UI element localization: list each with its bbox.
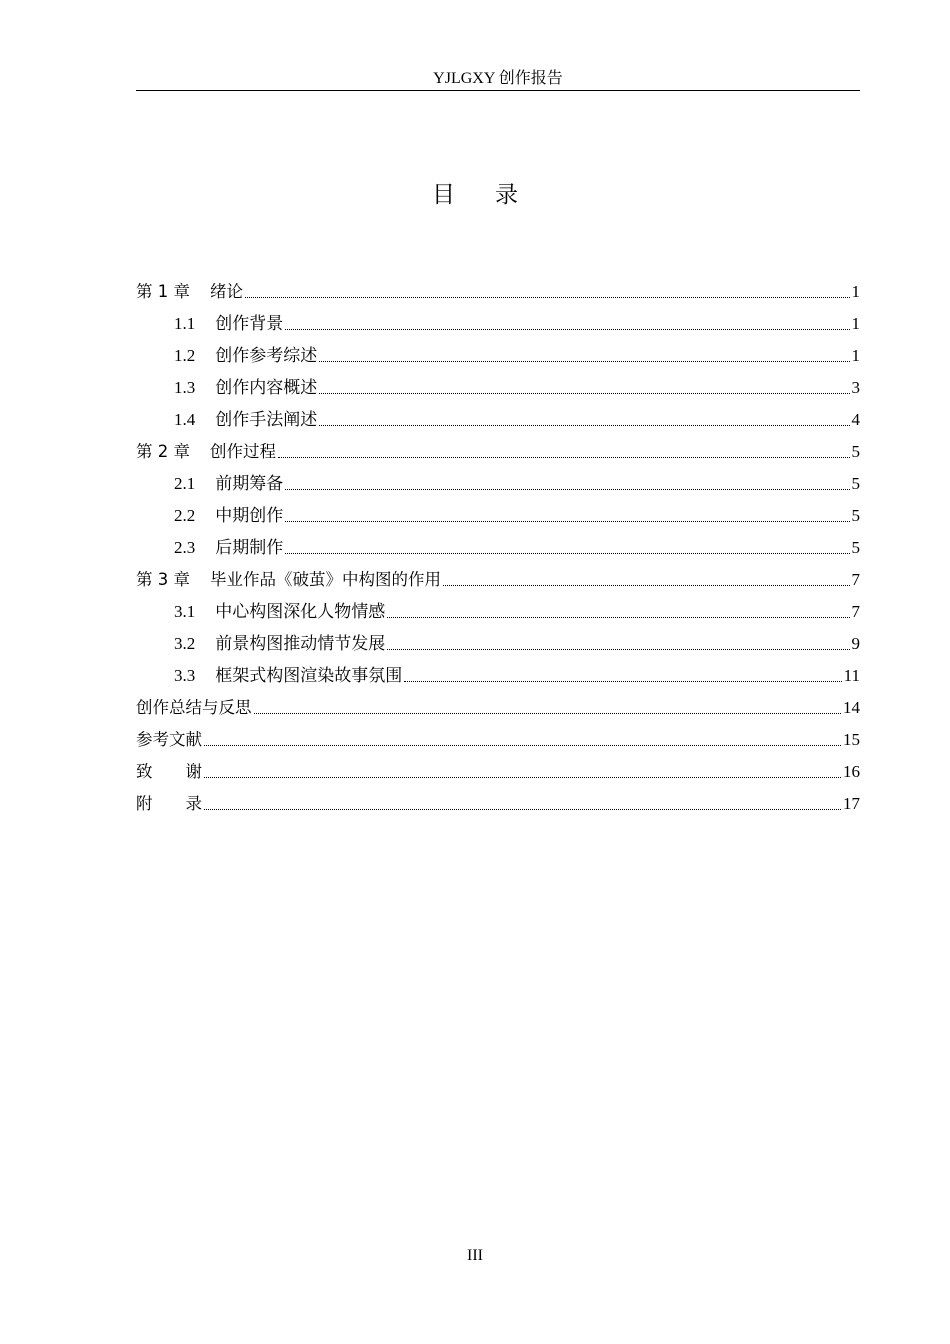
header-rule [136,90,860,91]
toc-entry-title: 创作手法阐述 [215,410,318,429]
toc-entry-title: 前期筹备 [215,474,284,493]
toc-entry-page: 9 [851,634,860,653]
toc-entry[interactable] [136,276,860,308]
toc-entry-page: 5 [851,538,860,557]
toc-entry-title: 创作总结与反思 [136,698,252,717]
toc-entry[interactable] [136,372,860,404]
toc-entry-title: 创作过程 [210,442,276,461]
toc-dot-leader [204,776,841,778]
toc-dot-leader [204,744,841,746]
toc-entry[interactable] [136,308,860,340]
toc-entry[interactable] [136,724,860,756]
toc-entry-title: 后期制作 [215,538,284,557]
toc-dot-leader [387,616,849,618]
toc-entry-page: 5 [851,442,860,461]
toc-entry-number: 3.1 [174,602,196,621]
toc-entry[interactable] [136,756,860,788]
table-of-contents [136,276,860,820]
toc-entry[interactable] [136,468,860,500]
toc-dot-leader [319,424,849,426]
toc-entry-title: 附 录 [136,794,202,813]
toc-entry[interactable] [136,532,860,564]
toc-dot-leader [404,680,841,682]
toc-entry-number: 第 1 章 [136,282,190,301]
toc-entry-page: 7 [851,602,860,621]
toc-entry-title: 中期创作 [215,506,284,525]
toc-entry-page: 3 [851,378,860,397]
toc-entry-title: 创作参考综述 [215,346,318,365]
toc-entry-title: 致 谢 [136,762,202,781]
toc-entry[interactable] [136,596,860,628]
toc-entry[interactable] [136,500,860,532]
toc-dot-leader [319,392,849,394]
toc-entry[interactable] [136,340,860,372]
toc-dot-leader [285,552,849,554]
toc-entry-number: 1.2 [174,346,196,365]
toc-entry[interactable] [136,660,860,692]
toc-entry-number: 3.2 [174,634,196,653]
toc-dot-leader [254,712,842,714]
toc-entry-page: 16 [843,762,860,781]
toc-dot-leader [285,520,849,522]
toc-entry-title: 创作内容概述 [215,378,318,397]
toc-entry[interactable] [136,788,860,820]
toc-entry-title: 创作背景 [215,314,284,333]
toc-dot-leader [245,296,850,298]
toc-entry-page: 1 [851,314,860,333]
page-number: III [467,1247,483,1264]
toc-dot-leader [387,648,849,650]
toc-entry-number: 2.1 [174,474,196,493]
toc-entry-page: 14 [843,698,860,717]
toc-entry-page: 1 [851,282,860,301]
toc-entry-number: 1.1 [174,314,196,333]
toc-entry-number: 2.3 [174,538,196,557]
toc-dot-leader [278,456,850,458]
toc-entry-number: 2.2 [174,506,196,525]
toc-entry-number: 3.3 [174,666,196,685]
toc-entry-number: 1.3 [174,378,196,397]
toc-entry-title: 中心构图深化人物情感 [215,602,386,621]
toc-entry-page: 5 [851,506,860,525]
toc-entry[interactable] [136,628,860,660]
toc-entry-title: 前景构图推动情节发展 [215,634,386,653]
toc-entry-title: 毕业作品《破茧》中构图的作用 [210,570,441,589]
toc-entry-page: 17 [843,794,860,813]
toc-entry-page: 1 [851,346,860,365]
toc-entry-title: 框架式构图渲染故事氛围 [215,666,403,685]
toc-entry-title: 绪论 [210,282,243,301]
toc-dot-leader [285,488,849,490]
toc-entry[interactable] [136,404,860,436]
toc-dot-leader [204,808,841,810]
toc-entry[interactable] [136,436,860,468]
toc-entry-page: 7 [851,570,860,589]
toc-entry-page: 15 [843,730,860,749]
toc-entry-number: 1.4 [174,410,196,429]
toc-dot-leader [285,328,849,330]
toc-dot-leader [319,360,849,362]
toc-entry-page: 4 [851,410,860,429]
toc-entry-number: 第 2 章 [136,442,190,461]
toc-entry-title: 参考文献 [136,730,202,749]
toc-entry-number: 第 3 章 [136,570,190,589]
toc-entry-page: 5 [851,474,860,493]
toc-entry[interactable] [136,564,860,596]
running-header: YJLGXY 创作报告 [433,70,563,87]
toc-title: 目录 [432,182,558,208]
toc-entry[interactable] [136,692,860,724]
toc-dot-leader [443,584,850,586]
toc-entry-page: 11 [843,666,860,685]
